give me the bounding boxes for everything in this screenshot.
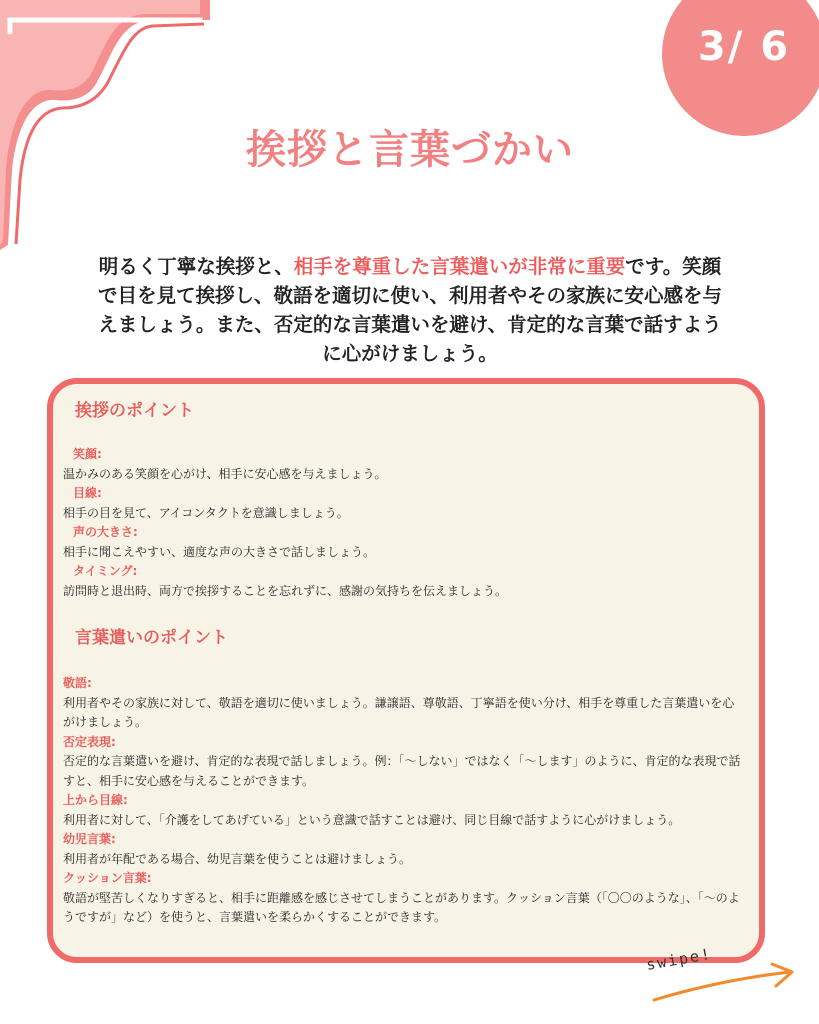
intro-paragraph <box>95 252 725 368</box>
greeting-item-label: 笑顔: <box>73 447 102 461</box>
greeting-item-label: 声の大きさ: <box>73 525 138 539</box>
greeting-item-label: 目線: <box>73 486 102 500</box>
language-item-label: 幼児言葉: <box>63 832 116 846</box>
greeting-points-list <box>63 445 745 601</box>
greeting-item-label: タイミング: <box>73 564 138 578</box>
page-title: 挨拶と言葉づかい <box>246 127 574 173</box>
language-item-text: 利用者やその家族に対して、敬語を適切に使いましょう。謙譲語、尊敬語、丁寧語を使い分け、相手を尊重した言葉遣いを心がけましょう。 <box>63 695 735 729</box>
intro-highlight: 相手を尊重した言葉遣いが非常に重要 <box>293 255 626 278</box>
swipe-label: swipe! <box>644 944 714 974</box>
language-points-list <box>63 674 745 928</box>
intro-text-before: 明るく丁寧な挨拶と、 <box>98 255 294 278</box>
language-item-label: 敬語: <box>63 676 92 690</box>
language-item-label: 上から目線: <box>63 793 128 807</box>
language-item-text: 否定的な言葉遣いを避け、肯定的な表現で話しましょう。例：「〜しない」ではなく「〜します」のように、肯定的な表現で話すと、相手に安心感を与えることができます。 <box>63 754 741 788</box>
language-item-text: 利用者に対して、「介護をしてあげている」という意識で話すことは避け、同じ目線で話すように心がけましょう。 <box>63 812 681 827</box>
page-indicator: 3/ 6 <box>697 24 791 70</box>
intro-text-after: です。笑顔で目を見て挨拶し、敬語を適切に使い、利用者やその家族に安心感を与えましょう。また、否定的な言葉遣いを避け、肯定的な言葉で話すように心がけましょう。 <box>97 255 722 365</box>
greeting-item-text: 温かみのある笑顔を心がけ、相手に安心感を与えましょう。 <box>63 466 387 481</box>
language-points-heading: 言葉遣いのポイント <box>75 628 228 648</box>
language-item-text: 利用者が年配である場合、幼児言葉を使うことは避けましょう。 <box>63 851 412 866</box>
greeting-item-text: 訪問時と退出時、両方で挨拶することを忘れずに、感謝の気持ちを伝えましょう。 <box>63 583 508 598</box>
content-card <box>47 378 765 963</box>
language-item-label: 否定表現: <box>63 734 116 749</box>
greeting-item-text: 相手の目を見て、アイコンタクトを意識しましょう。 <box>63 505 349 520</box>
greeting-points-heading: 挨拶のポイント <box>75 401 194 421</box>
language-item-label: クッション言葉: <box>63 871 152 885</box>
swipe-arrow-icon[interactable] <box>650 960 810 1010</box>
language-item-text: 敬語が堅苦しくなりすぎると、相手に距離感を感じさせてしまうことがあります。クッション言葉（「〇〇のような」、「〜のようですが」など）を使うと、言葉遣いを柔らかくすることができます。 <box>63 890 740 924</box>
page-indicator-badge <box>662 0 819 136</box>
greeting-item-text: 相手に聞こえやすい、適度な声の大きさで話しましょう。 <box>63 544 376 559</box>
